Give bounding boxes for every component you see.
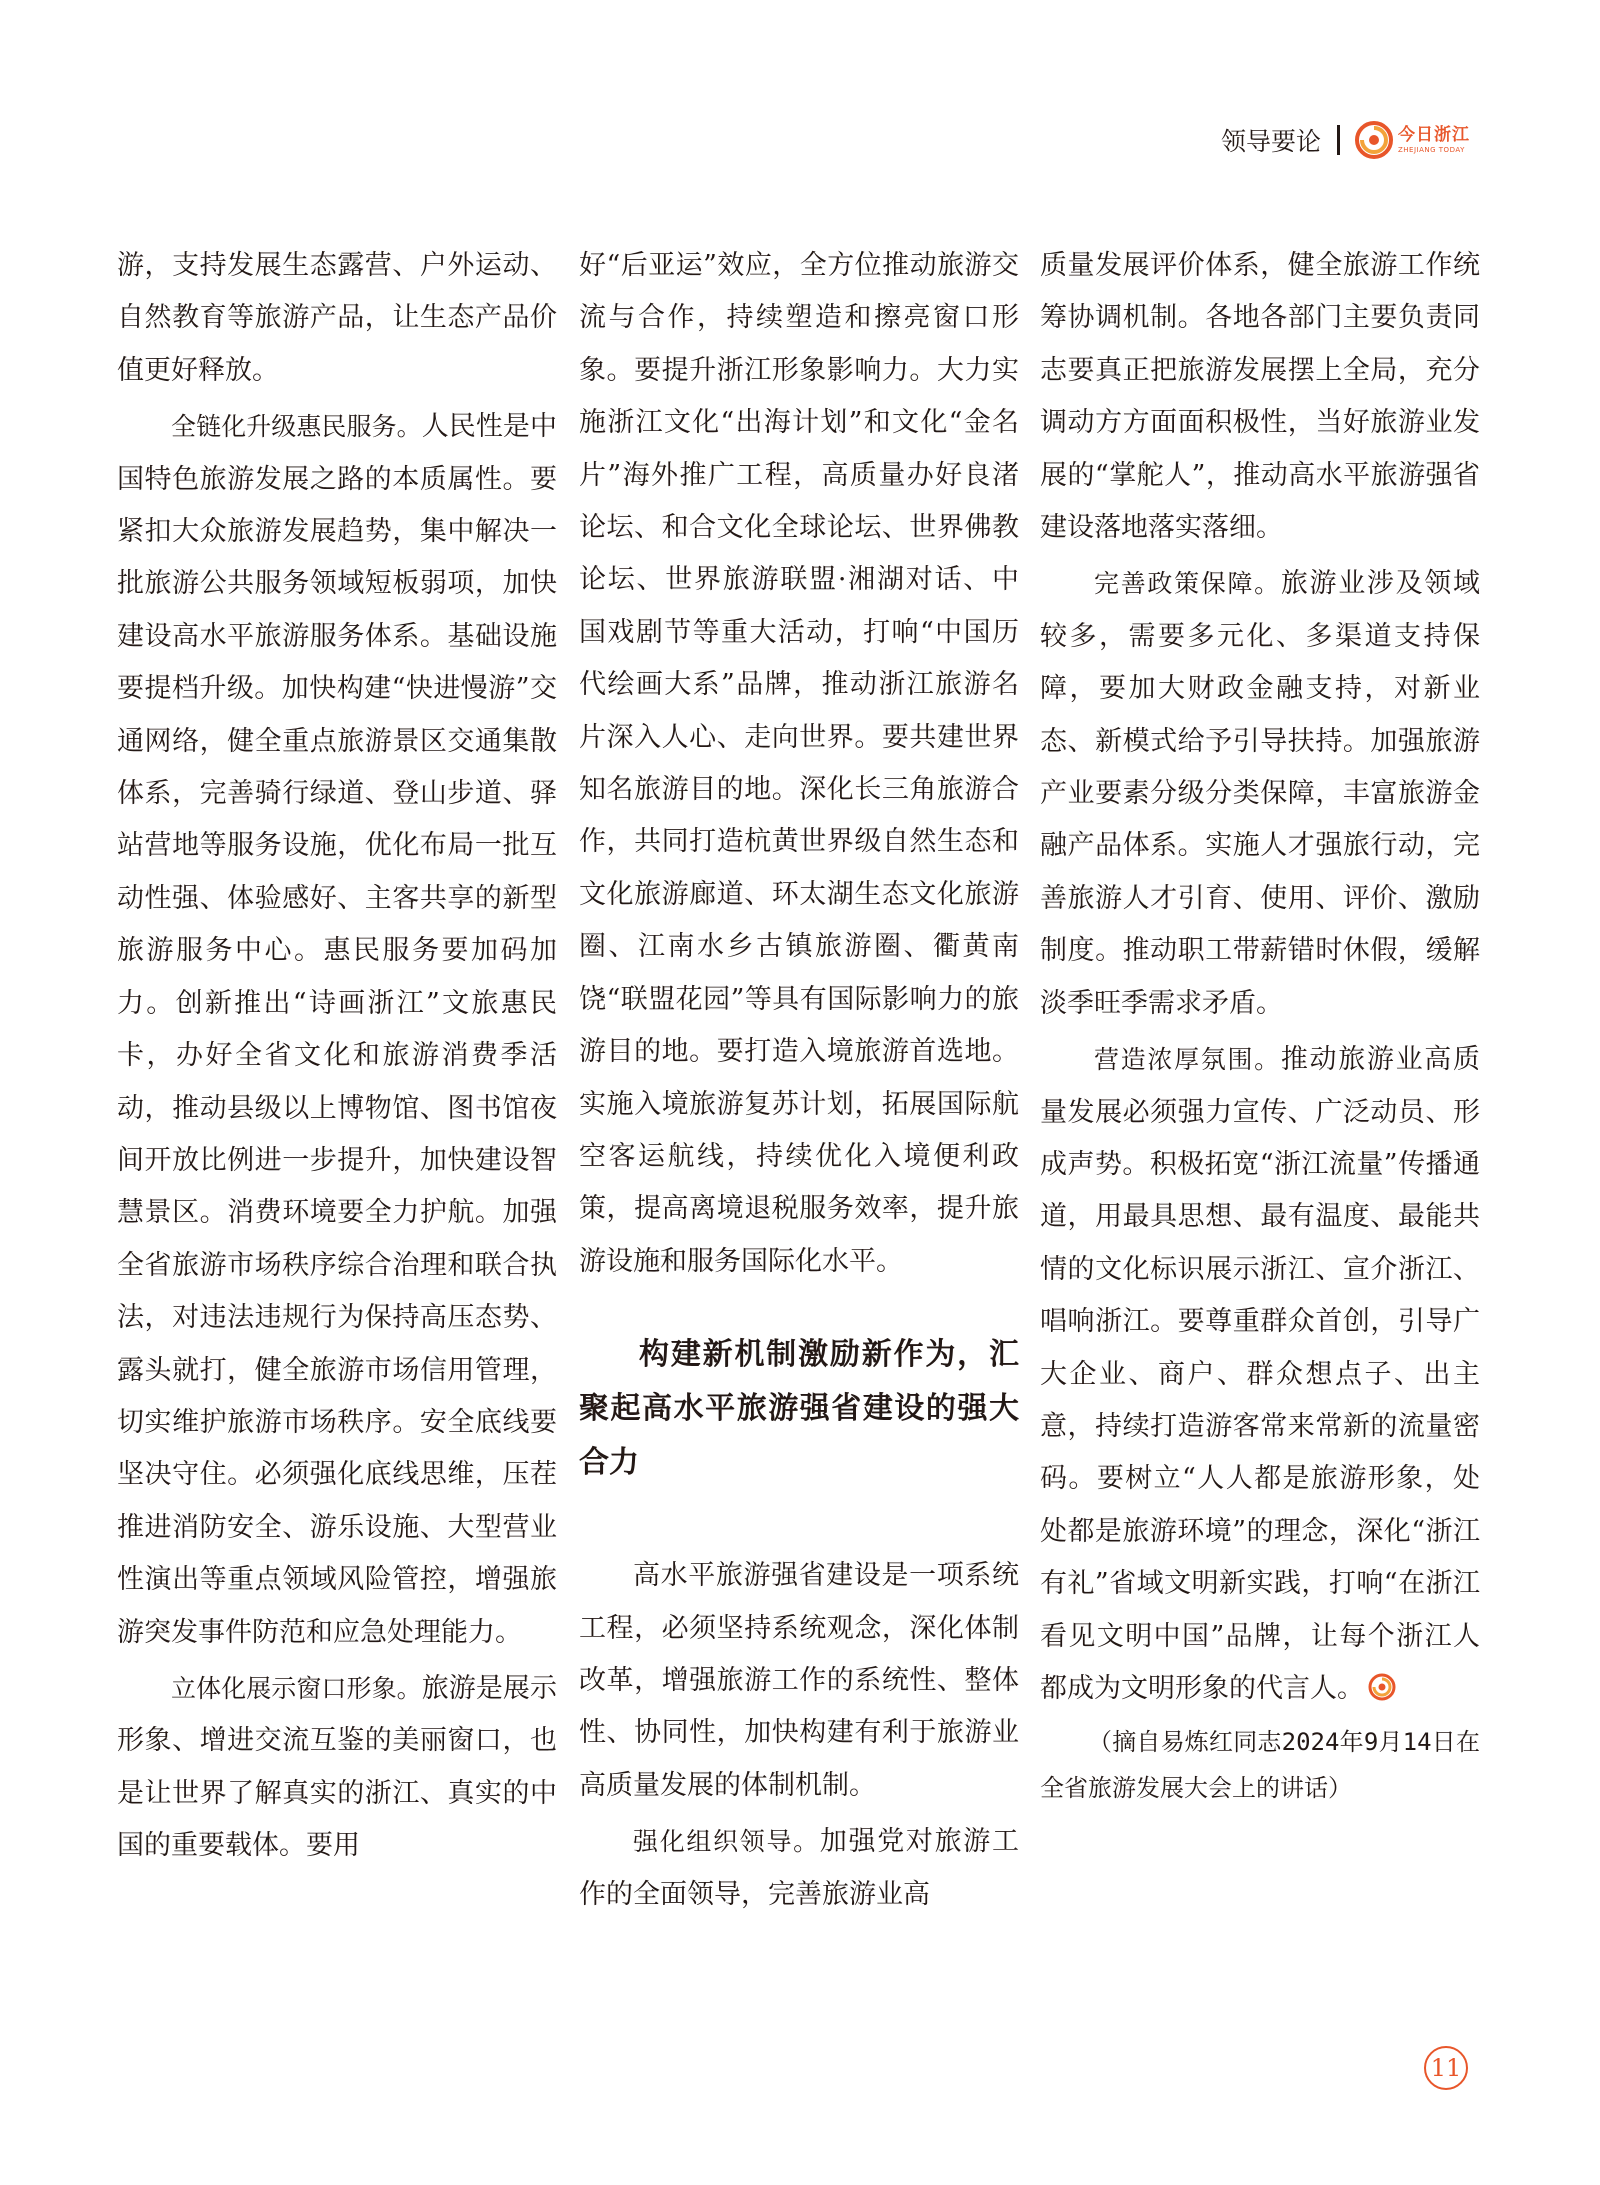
page-header xyxy=(1221,118,1470,162)
paragraph xyxy=(117,401,557,1659)
logo-text-cn: 今日浙江 xyxy=(1398,124,1470,145)
paragraph-body: 人民性是中国特色旅游发展之路的本质属性。要紧扣大众旅游发展趋势，集中解决一批旅游公共服务领域短板弱项，加快建设高水平旅游服务体系。基础设施要提档升级。加快构建“快进慢游”交通网络，健全重点旅游景区交通集散体系，完善骑行绿道、登山步道、驿站营地等服务设施，优化布局一批互动性强、体验感好、主客共享的新型旅游服务中心。惠民服务要加码加力。创新推出“诗画浙江”文旅惠民卡，办好全省文化和旅游消费季活动，推动县级以上博物馆、图书馆夜间开放比例进一步提升，加快建设智慧景区。消费环境要全力护航。加强全省旅游市场秩序综合治理和联合执法，对违法违规行为保持高压态势、露头就打，健全旅游市场信用管理，切实维护旅游市场秩序。安全底线要坚决守住。必须强化底线思维，压茬推进消防安全、游乐设施、大型营业性演出等重点领域风险管控，增强旅游突发事件防范和应急处理能力。 xyxy=(117,411,557,1648)
paragraph-body: 推动旅游业高质量发展必须强力宣传、广泛动员、形成声势。积极拓宽“浙江流量”传播通道，用最具思想、最有温度、最能共情的文化标识展示浙江、宣介浙江、唱响浙江。要尊重群众首创，引导广大企业、商户、群众想点子、出主意，持续打造游客常来常新的流量密码。要树立“人人都是旅游形象，处处都是旅游环境”的理念，深化“浙江有礼”省域文明新实践，打响“在浙江看见文明中国”品牌，让每个浙江人都成为文明形象的代言人。 xyxy=(1040,1044,1480,1704)
lead-phrase: 完善政策保障。 xyxy=(1094,569,1281,599)
end-mark-icon xyxy=(1368,1673,1396,1701)
magazine-logo xyxy=(1354,120,1470,160)
column-3 xyxy=(1040,240,1480,1811)
source-note: （摘自易炼红同志2024年9月14日在全省旅游发展大会上的讲话） xyxy=(1040,1728,1480,1803)
paragraph xyxy=(1040,1034,1480,1715)
column-2 xyxy=(579,240,1019,1921)
lead-phrase: 营造浓厚氛围。 xyxy=(1094,1045,1281,1075)
paragraph xyxy=(117,1663,557,1873)
paragraph xyxy=(1040,558,1480,1030)
section-heading: 构建新机制激励新作为，汇聚起高水平旅游强省建设的强大合力 xyxy=(579,1337,1019,1481)
logo-text-en: ZHEJIANG TODAY xyxy=(1398,145,1465,154)
paragraph-body: 旅游业涉及领域较多，需要多元化、多渠道支持保障，要加大财政金融支持，对新业态、新模式给予引导扶持。加强旅游产业要素分级分类保障，丰富旅游金融产品体系。实施人才强旅行动，完善旅游人才引育、使用、评价、激励制度。推动职工带薪错时休假，缓解淡季旺季需求矛盾。 xyxy=(1040,568,1480,1019)
paragraph-body: 旅游是展示形象、增进交流互鉴的美丽窗口，也是让世界了解真实的浙江、真实的中国的重要载体。要用 xyxy=(117,1672,557,1862)
lead-phrase: 强化组织领导。 xyxy=(633,1827,820,1857)
paragraph-body: 加强党对旅游工作的全面领导，完善旅游业高 xyxy=(579,1826,1019,1910)
column-1 xyxy=(117,240,557,1873)
section-label: 领导要论 xyxy=(1220,127,1321,156)
paragraph: 高水平旅游强省建设是一项系统工程，必须坚持系统观念，深化体制改革，增强旅游工作的系统性、整体性、协同性，加快构建有利于旅游业高质量发展的体制机制。 xyxy=(579,1560,1019,1801)
paragraph: 游，支持发展生态露营、户外运动、自然教育等旅游产品，让生态产品价值更好释放。 xyxy=(117,250,557,386)
swirl-logo-icon xyxy=(1354,120,1394,160)
lead-phrase: 全链化升级惠民服务。 xyxy=(171,412,422,442)
page-number: 11 xyxy=(1424,2046,1468,2090)
paragraph: 质量发展评价体系，健全旅游工作统筹协调机制。各地各部门主要负责同志要真正把旅游发展摆上全局，充分调动方方面面积极性，当好旅游业发展的“掌舵人”，推动高水平旅游强省建设落地落实落细。 xyxy=(1040,250,1480,544)
header-divider xyxy=(1337,125,1340,155)
paragraph: 好“后亚运”效应，全方位推动旅游交流与合作，持续塑造和擦亮窗口形象。要提升浙江形象影响力。大力实施浙江文化“出海计划”和文化“金名片”海外推广工程，高质量办好良渚论坛、和合文化全球论坛、世界佛教论坛、世界旅游联盟·湘湖对话、中国戏剧节等重大活动，打响“中国历代绘画大系”品牌，推动浙江旅游名片深入人心、走向世界。要共建世界知名旅游目的地。深化长三角旅游合作，共同打造杭黄世界级自然生态和文化旅游廊道、环太湖生态文化旅游圈、江南水乡古镇旅游圈、衢黄南饶“联盟花园”等具有国际影响力的旅游目的地。要打造入境旅游首选地。实施入境旅游复苏计划，拓展国际航空客运航线，持续优化入境便利政策，提高离境退税服务效率，提升旅游设施和服务国际化水平。 xyxy=(579,250,1019,1277)
paragraph xyxy=(579,1816,1019,1921)
lead-phrase: 立体化展示窗口形象。 xyxy=(171,1673,422,1703)
